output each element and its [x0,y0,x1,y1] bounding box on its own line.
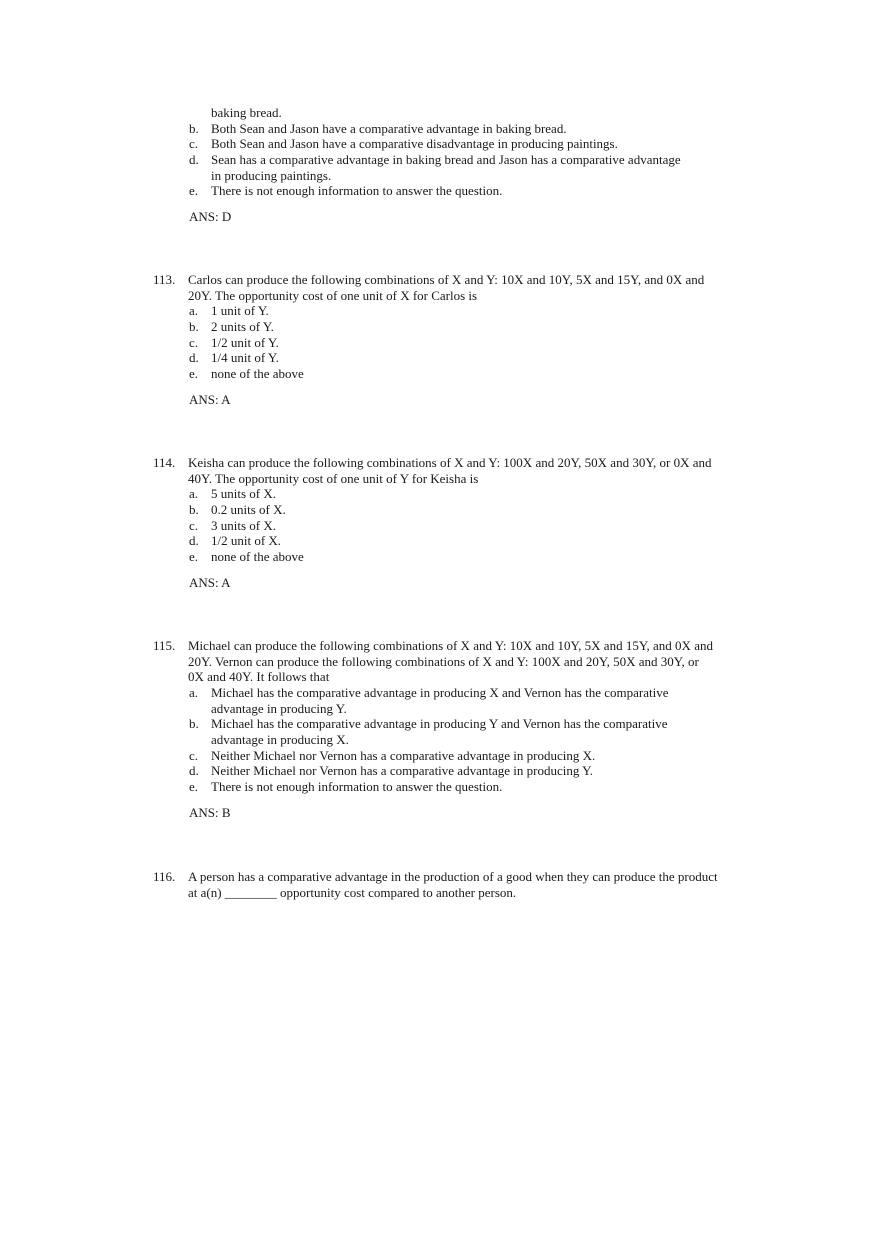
option-letter: b. [189,318,199,334]
answer-key: ANS: D [189,209,232,225]
option-text: none of the above [211,548,304,564]
option-text: Michael has the comparative advantage in producing X and Vernon has the comparative [211,684,669,700]
question-stem-line: 20Y. The opportunity cost of one unit of X for Carlos is [188,287,478,303]
option-letter: d. [189,763,199,779]
option-letter: d. [189,151,199,167]
option-letter: e. [189,183,199,199]
option-text: 3 units of X. [211,517,276,533]
option-text: Both Sean and Jason have a comparative advantage in baking bread. [211,120,567,136]
option-text: baking bread. [211,105,282,120]
option-letter: b. [189,501,199,517]
question-stem-line: 0X and 40Y. It follows that [188,669,330,685]
question-stem-line: 40Y. The opportunity cost of one unit of Y for Keisha is [188,470,479,486]
option-text: Neither Michael nor Vernon has a comparative advantage in producing X. [211,747,596,763]
question-stem-line: A person has a comparative advantage in the production of a good when they can produce the product [188,869,718,884]
question-number: 116. [153,869,176,884]
option-letter: b. [189,716,199,732]
option-text: Both Sean and Jason have a comparative disadvantage in producing paintings. [211,136,618,152]
question-stem-line: Keisha can produce the following combinations of X and Y: 100X and 20Y, 50X and 30Y, or 0X and [188,455,712,470]
option-text: Neither Michael nor Vernon has a comparative advantage in producing Y. [211,763,594,779]
option-text: There is not enough information to answer the question. [211,778,503,794]
option-text: none of the above [211,365,304,381]
option-letter: e. [189,365,199,381]
option-text: 0.2 units of X. [211,501,286,517]
option-text: 1/2 unit of X. [211,533,282,549]
option-letter: c. [189,747,199,763]
option-text: in producing paintings. [211,167,332,183]
option-letter: e. [189,778,199,794]
option-letter: d. [189,350,199,366]
question-number: 115. [153,638,176,653]
option-letter: e. [189,548,199,564]
question-number: 114. [153,455,176,470]
option-text: 1 unit of Y. [211,303,269,319]
option-text: There is not enough information to answer the question. [211,183,503,199]
option-text: 1/4 unit of Y. [211,350,279,366]
option-text: 1/2 unit of Y. [211,334,279,350]
question-stem-line: Carlos can produce the following combinations of X and Y: 10X and 10Y, 5X and 15Y, and 0X and [188,272,705,287]
option-letter: c. [189,136,199,152]
question-number: 113. [153,272,176,287]
option-letter: a. [189,684,199,700]
option-text: Sean has a comparative advantage in baking bread and Jason has a comparative advantage [211,151,681,167]
option-letter: d. [189,533,199,549]
option-letter: c. [189,334,199,350]
question-stem-line: 20Y. Vernon can produce the following combinations of X and Y: 100X and 20Y, 50X and 30Y, or [188,653,699,669]
question-stem-line: at a(n) ________ opportunity cost compared to another person. [188,884,517,900]
option-text: advantage in producing Y. [211,700,347,716]
question-stem-line: Michael can produce the following combinations of X and Y: 10X and 10Y, 5X and 15Y, and 0X and [188,638,713,653]
answer-key: ANS: A [189,574,231,590]
answer-key: ANS: A [189,391,231,407]
option-letter: a. [189,303,199,319]
answer-key: ANS: B [189,804,231,820]
option-text: 5 units of X. [211,486,276,502]
option-letter: a. [189,486,199,502]
option-text: advantage in producing X. [211,731,349,747]
option-text: 2 units of Y. [211,318,274,334]
option-letter: b. [189,120,199,136]
option-letter: c. [189,517,199,533]
option-text: Michael has the comparative advantage in producing Y and Vernon has the comparative [211,716,668,732]
